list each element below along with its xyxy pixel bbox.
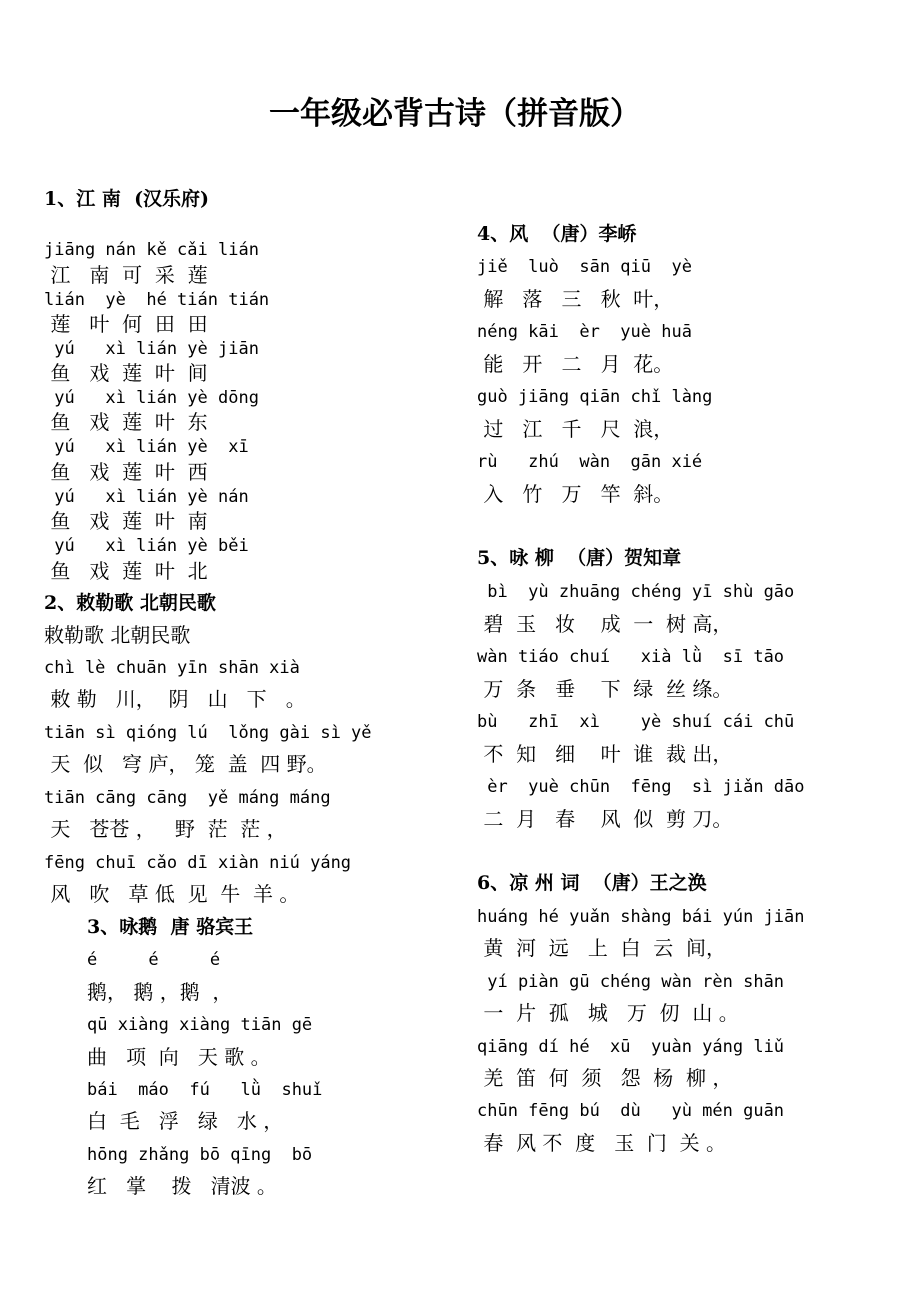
poem-5-hanzi-line: 碧 玉 妆 成 一 树 高，	[477, 612, 733, 636]
poem-4-hanzi-line: 解 落 三 秋 叶，	[477, 287, 674, 311]
poem-2-hanzi-line: 天 似 穹 庐， 笼 盖 四 野。	[44, 752, 327, 776]
poem-1-pinyin-line: jiāng nán kě cǎi lián	[44, 240, 259, 260]
poem-1-hanzi-line: 鱼 戏 莲 叶 间	[44, 361, 208, 385]
poem-1-pinyin-line: yú xì lián yè dōng	[44, 388, 259, 408]
poem-3-pinyin-line: hōng zhǎng bō qīng bō	[87, 1145, 313, 1165]
poem-6-hanzi-line: 羌 笛 何 须 怨 杨 柳 ，	[477, 1066, 733, 1090]
poem-2-hanzi-line: 天 苍苍 ， 野 茫 茫 ，	[44, 817, 287, 841]
poem-2-hanzi-line: 敕 勒 川， 阴 山 下 。	[44, 687, 306, 711]
poem-3-hanzi-line: 白 毛 浮 绿 水 ，	[87, 1109, 284, 1133]
poem-2-pinyin-line: fēng chuī cǎo dī xiàn niú yáng	[44, 853, 352, 873]
poem-2-hanzi-line: 风 吹 草 低 见 牛 羊 。	[44, 882, 300, 906]
poem-3-pinyin-line: bái máo fú lǜ shuǐ	[87, 1080, 323, 1100]
poem-3-hanzi-line: 红 掌 拨 清波 。	[87, 1174, 277, 1198]
poem-2-heading: 2、敕勒歌 北朝民歌	[44, 592, 216, 614]
poem-6-pinyin-line: qiāng dí hé xū yuàn yáng liǔ	[477, 1037, 785, 1057]
poem-1-pinyin-line: lián yè hé tián tián	[44, 290, 270, 310]
poem-1-hanzi-line: 鱼 戏 莲 叶 东	[44, 410, 208, 434]
poem-4-hanzi-line: 入 竹 万 竿 斜。	[477, 482, 674, 506]
poem-6-hanzi-line: 一 片 孤 城 万 仞 山 。	[477, 1001, 739, 1025]
poem-4-hanzi-line: 过 江 千 尺 浪，	[477, 417, 674, 441]
poem-3-heading: 3、咏鹅 唐 骆宾王	[87, 916, 254, 938]
poem-2-pinyin-line: chì lè chuān yīn shān xià	[44, 658, 300, 678]
poem-4-pinyin-line: jiě luò sān qiū yè	[477, 257, 692, 277]
poem-1-pinyin-line: yú xì lián yè xī	[44, 437, 249, 457]
poem-6-pinyin-line: yí piàn gū chéng wàn rèn shān	[477, 972, 785, 992]
poem-5-hanzi-line: 不 知 细 叶 谁 裁 出，	[477, 742, 733, 766]
poem-5-hanzi-line: 二 月 春 风 似 剪 刀。	[477, 807, 733, 831]
poem-1-pinyin-line: yú xì lián yè nán	[44, 487, 249, 507]
poem-6-heading: 6、凉 州 词 （唐）王之涣	[477, 872, 707, 894]
poem-1-hanzi-line: 江 南 可 采 莲	[44, 263, 208, 287]
poem-5-pinyin-line: bì yù zhuāng chéng yī shù gāo	[477, 582, 795, 602]
poem-2-subtitle: 敕勒歌 北朝民歌	[44, 623, 191, 647]
poem-1-pinyin-line: yú xì lián yè jiān	[44, 339, 259, 359]
poem-3-pinyin-line: qū xiàng xiàng tiān gē	[87, 1015, 313, 1035]
poem-1-hanzi-line: 莲 叶 何 田 田	[44, 312, 208, 336]
poem-1-hanzi-line: 鱼 戏 莲 叶 西	[44, 460, 208, 484]
poem-6-hanzi-line: 黄 河 远 上 白 云 间，	[477, 936, 727, 960]
poem-6-hanzi-line: 春 风 不 度 玉 门 关 。	[477, 1131, 727, 1155]
poem-4-hanzi-line: 能 开 二 月 花。	[477, 352, 674, 376]
poem-1-pinyin-line: yú xì lián yè běi	[44, 536, 249, 556]
poem-1-heading: 1、江 南 (汉乐府)	[44, 188, 210, 210]
poem-6-pinyin-line: huáng hé yuǎn shàng bái yún jiān	[477, 907, 805, 927]
poem-5-hanzi-line: 万 条 垂 下 绿 丝 绦。	[477, 677, 733, 701]
poem-3-hanzi-line: 鹅， 鹅 ，鹅 ，	[87, 980, 233, 1004]
poem-6-pinyin-line: chūn fēng bú dù yù mén guān	[477, 1101, 785, 1121]
poem-1-hanzi-line: 鱼 戏 莲 叶 南	[44, 509, 208, 533]
poem-4-pinyin-line: guò jiāng qiān chǐ làng	[477, 387, 713, 407]
poem-5-pinyin-line: bù zhī xì yè shuí cái chū	[477, 712, 795, 732]
page-title: 一年级必背古诗（拼音版）	[269, 96, 641, 132]
poem-3-pinyin-line: é é é	[87, 950, 221, 970]
poem-1-hanzi-line: 鱼 戏 莲 叶 北	[44, 559, 208, 583]
poem-3-hanzi-line: 曲 项 向 天 歌 。	[87, 1045, 271, 1069]
poem-4-pinyin-line: néng kāi èr yuè huā	[477, 322, 692, 342]
poem-4-pinyin-line: rù zhú wàn gān xié	[477, 452, 703, 472]
poem-5-pinyin-line: wàn tiáo chuí xià lǜ sī tāo	[477, 647, 785, 667]
poem-5-pinyin-line: èr yuè chūn fēng sì jiǎn dāo	[477, 777, 805, 797]
poem-2-pinyin-line: tiān cāng cāng yě máng máng	[44, 788, 331, 808]
poem-4-heading: 4、风 （唐）李峤	[477, 223, 637, 245]
poem-2-pinyin-line: tiān sì qióng lú lǒng gài sì yě	[44, 723, 372, 743]
poem-5-heading: 5、咏 柳 （唐）贺知章	[477, 547, 682, 569]
